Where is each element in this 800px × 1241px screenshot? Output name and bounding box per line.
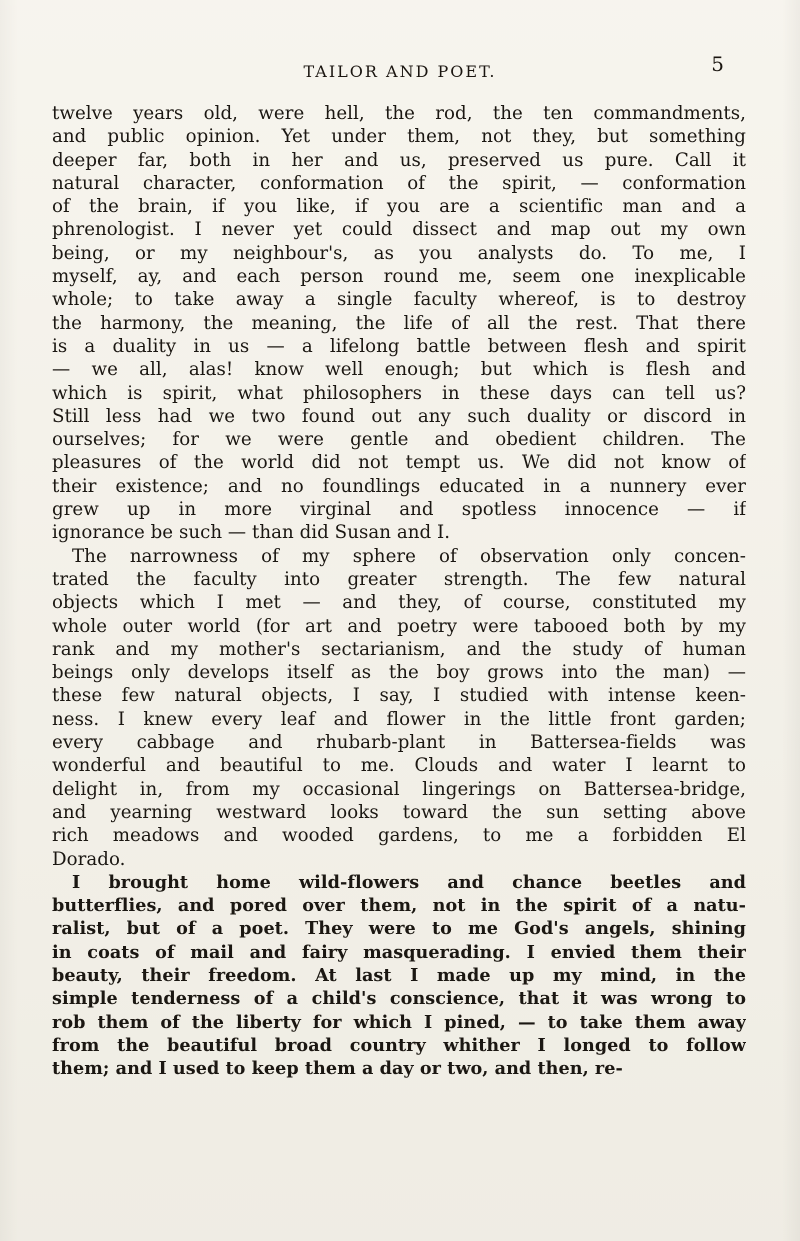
body-text bbox=[52, 102, 746, 1080]
text-line: butterflies, and pored over them, not in the spirit of a natu- bbox=[52, 895, 746, 917]
text-line: grew up in more virginal and spotless innocence — if bbox=[52, 499, 746, 521]
text-line: every cabbage and rhubarb-plant in Battersea-fields was bbox=[52, 732, 746, 754]
text-line: and public opinion. Yet under them, not they, but something bbox=[52, 126, 746, 148]
text-line: the harmony, the meaning, the life of all the rest. That there bbox=[52, 312, 746, 334]
text-line: pleasures of the world did not tempt us. We did not know of bbox=[52, 452, 746, 474]
text-line: these few natural objects, I say, I studied with intense keen- bbox=[52, 685, 746, 707]
text-line: beauty, their freedom. At last I made up my mind, in the bbox=[52, 964, 746, 986]
text-line: delight in, from my occasional lingerings on Battersea-bridge, bbox=[52, 778, 746, 800]
text-line: objects which I met — and they, of course, constituted my bbox=[52, 592, 746, 614]
page-number: 5 bbox=[711, 52, 724, 76]
running-title: TAILOR AND POET. bbox=[303, 62, 497, 81]
text-line: rich meadows and wooded gardens, to me a forbidden El bbox=[52, 825, 746, 847]
text-line: natural character, conformation of the spirit, — conformation bbox=[52, 172, 746, 194]
paragraph bbox=[52, 545, 746, 871]
text-line: ralist, but of a poet. They were to me God's angels, shining bbox=[52, 918, 746, 940]
text-line: The narrowness of my sphere of observation only concen- bbox=[72, 545, 746, 567]
text-line: and yearning westward looks toward the sun setting above bbox=[52, 801, 746, 823]
text-line: ourselves; for we were gentle and obedient children. The bbox=[52, 429, 746, 451]
text-line: deeper far, both in her and us, preserved us pure. Call it bbox=[52, 149, 746, 171]
text-line: their existence; and no foundlings educated in a nunnery ever bbox=[52, 475, 746, 497]
text-line: which is spirit, what philosophers in these days can tell us? bbox=[52, 382, 746, 404]
text-line: wonderful and beautiful to me. Clouds and water I learnt to bbox=[52, 755, 746, 777]
text-line: ignorance be such — than did Susan and I. bbox=[52, 522, 451, 544]
paragraph bbox=[52, 102, 746, 545]
text-line: trated the faculty into greater strength. The few natural bbox=[52, 568, 746, 590]
text-line: twelve years old, were hell, the rod, the ten commandments, bbox=[52, 103, 746, 124]
text-line: them; and I used to keep them a day or two, and then, re- bbox=[52, 1058, 623, 1080]
text-line: from the beautiful broad country whither I longed to follow bbox=[52, 1034, 746, 1056]
text-line: rank and my mother's sectarianism, and the study of human bbox=[52, 638, 746, 660]
text-line: — we all, alas! know well enough; but which is flesh and bbox=[52, 359, 746, 381]
text-line: phrenologist. I never yet could dissect and map out my own bbox=[52, 219, 746, 241]
page-edge-shadow bbox=[782, 0, 800, 1241]
text-line: I brought home wild-flowers and chance beetles and bbox=[72, 871, 746, 893]
text-line: beings only develops itself as the boy grows into the man) — bbox=[52, 662, 746, 684]
text-line: simple tenderness of a child's conscience, that it was wrong to bbox=[52, 988, 746, 1010]
text-line: ness. I knew every leaf and flower in the little front garden; bbox=[52, 708, 746, 730]
text-line: Still less had we two found out any such duality or discord in bbox=[52, 405, 746, 427]
text-line: is a duality in us — a lifelong battle between flesh and spirit bbox=[52, 335, 746, 357]
text-line: Dorado. bbox=[52, 848, 126, 870]
text-line: rob them of the liberty for which I pined, — to take them away bbox=[52, 1011, 746, 1033]
text-line: whole outer world (for art and poetry were tabooed both by my bbox=[52, 615, 746, 637]
text-line: myself, ay, and each person round me, seem one inexplicable bbox=[52, 266, 746, 288]
text-line: being, or my neighbour's, as you analysts do. To me, I bbox=[52, 242, 746, 264]
text-line: of the brain, if you like, if you are a scientific man and a bbox=[52, 196, 746, 218]
text-line: whole; to take away a single faculty whereof, is to destroy bbox=[52, 289, 746, 311]
text-line: in coats of mail and fairy masquerading. I envied them their bbox=[52, 941, 746, 963]
paragraph bbox=[52, 871, 746, 1081]
